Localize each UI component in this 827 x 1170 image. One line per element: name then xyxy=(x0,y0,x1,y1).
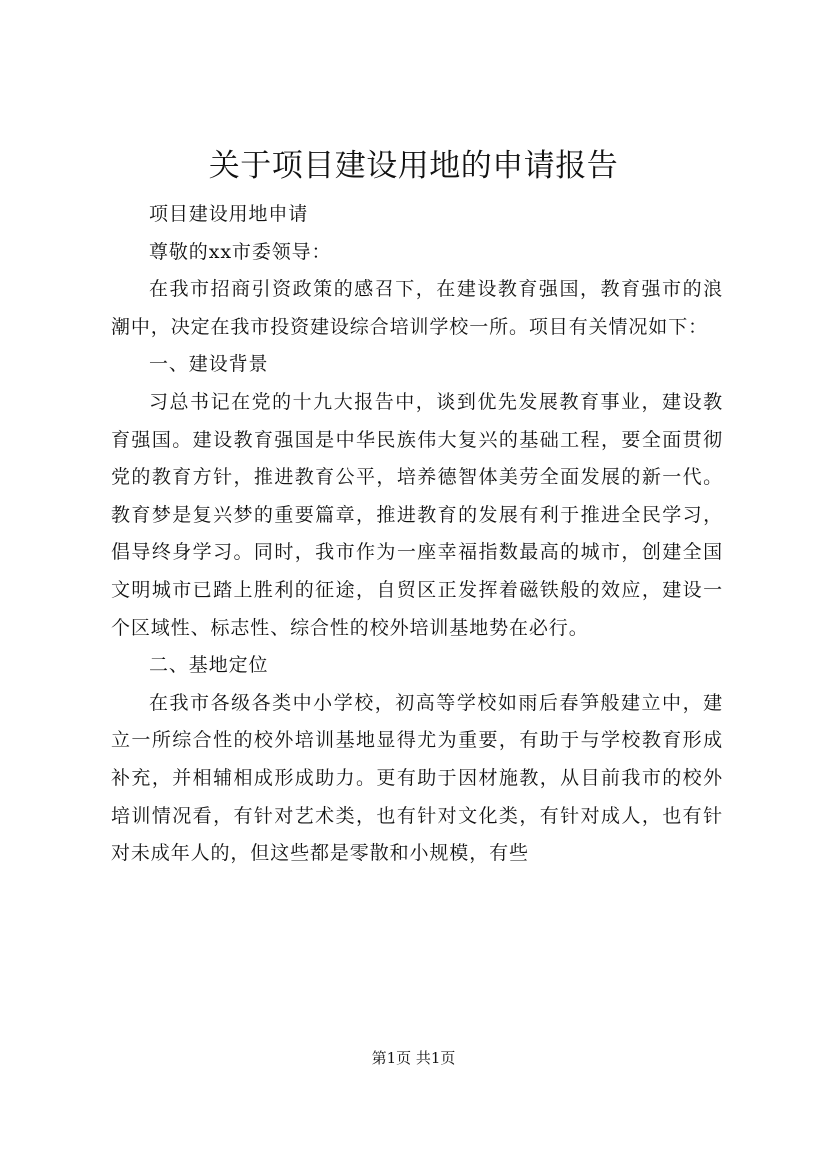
section-heading-background: 一、建设背景 xyxy=(149,353,269,376)
paragraph-subject: 项目建设用地申请 xyxy=(149,203,309,225)
page-footer: 第1页 共1页 xyxy=(371,1049,456,1067)
paragraph-background: 习总书记在党的十九大报告中，谈到优先发展教育事业，建设教育强国。建设教育强国是中华民族伟大复兴的基础工程，要全面贯彻党的教育方针，推进教育公平，培养德智体美劳全面发展的新一代。教育梦是复兴梦的重要篇章，推进教育的发展有利于推进全民学习，倡导终身学习。同时，我市作为一座幸福指数最高的城市，创建全国文明城市已踏上胜利的征途，自贸区正发挥着磁铁般的效应，建设一个区域性、标志性、综合性的校外培训基地势在必行。 xyxy=(111,390,723,639)
section-heading-positioning: 二、基地定位 xyxy=(149,654,269,677)
paragraph-intro: 在我市招商引资政策的感召下，在建设教育强国，教育强市的浪潮中，决定在我市投资建设综合培训学校一所。项目有关情况如下： xyxy=(111,278,723,338)
paragraph-positioning: 在我市各级各类中小学校，初高等学校如雨后春笋般建立中，建立一所综合性的校外培训基地显得尤为重要，有助于与学校教育形成补充，并相辅相成形成助力。更有助于因材施教，从目前我市的校外培训情况看，有针对艺术类，也有针对文化类，有针对成人，也有针对未成年人的，但这些都是零散和小规模，有些 xyxy=(111,691,723,865)
paragraph-salutation: 尊敬的xx市委领导： xyxy=(149,240,332,263)
document-title: 关于项目建设用地的申请报告 xyxy=(208,148,619,184)
document-body xyxy=(111,196,723,873)
